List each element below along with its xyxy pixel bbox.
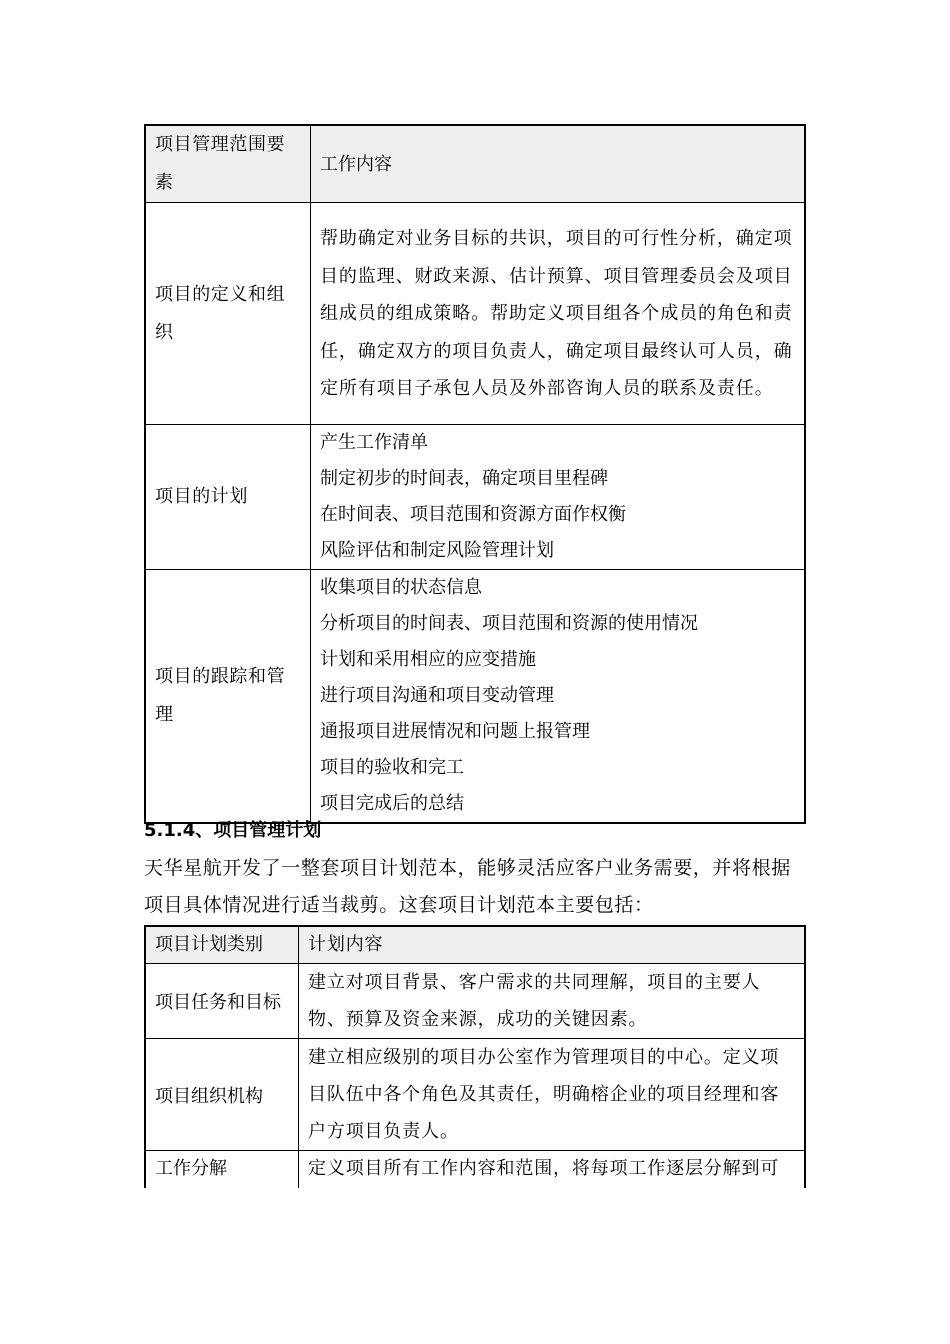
row-content-work-breakdown: 定义项目所有工作内容和范围，将每项工作逐层分解到可 [299,1151,806,1189]
table-header-row [145,926,805,964]
section-heading: 5.1.4、项目管理计划 [144,820,322,841]
list-item: 进行项目沟通和项目变动管理 [320,685,554,706]
row-label-organization: 项目组织机构 [145,1039,299,1151]
table-header-row [145,125,805,203]
list-item: 项目的验收和完工 [320,757,464,778]
list-item: 分析项目的时间表、项目范围和资源的使用情况 [320,613,698,634]
plan-categories-table [144,925,806,1188]
row-content-organization: 建立相应级别的项目办公室作为管理项目的中心。定义项目队伍中各个角色及其责任，明确榕企业的项目经理和客户方项目负责人。 [299,1039,806,1151]
row-label-planning: 项目的计划 [145,425,311,570]
row-content-planning [311,425,806,570]
list-item: 计划和采用相应的应变措施 [320,649,536,670]
row-label-work-breakdown: 工作分解 [145,1151,299,1189]
table-row [145,203,805,425]
list-item: 项目完成后的总结 [320,793,464,814]
row-label-tracking: 项目的跟踪和管理 [145,570,311,824]
row-content-tracking [311,570,806,824]
table-row [145,1039,805,1151]
list-item: 通报项目进展情况和问题上报管理 [320,721,590,742]
header-work-content: 工作内容 [311,125,806,203]
header-plan-content: 计划内容 [299,926,806,964]
scope-elements-table [144,124,806,824]
section-intro-paragraph: 天华星航开发了一整套项目计划范本，能够灵活应客户业务需要，并将根据项目具体情况进行适当裁剪。这套项目计划范本主要包括： [144,857,791,916]
list-item: 产生工作清单 [320,432,428,453]
table-row [145,570,805,824]
list-item: 制定初步的时间表，确定项目里程碑 [320,468,608,489]
row-label-definition: 项目的定义和组织 [145,203,311,425]
table-row [145,1151,805,1189]
header-plan-category: 项目计划类别 [145,926,299,964]
list-item: 收集项目的状态信息 [320,577,482,598]
row-content-definition: 帮助确定对业务目标的共识，项目的可行性分析，确定项目的监理、财政来源、估计预算、项目管理委员会及项目组成员的组成策略。帮助定义项目组各个成员的角色和责任，确定双方的项目负责人，确定项目最终认可人员，确定所有项目子承包人员及外部咨询人员的联系及责任。 [311,203,806,425]
table-row [145,964,805,1039]
list-item: 在时间表、项目范围和资源方面作权衡 [320,504,626,525]
list-item: 风险评估和制定风险管理计划 [320,540,554,561]
table-row [145,425,805,570]
header-scope-element: 项目管理范围要素 [145,125,311,203]
row-content-tasks-goals: 建立对项目背景、客户需求的共同理解，项目的主要人物、预算及资金来源，成功的关键因素。 [299,964,806,1039]
row-label-tasks-goals: 项目任务和目标 [145,964,299,1039]
